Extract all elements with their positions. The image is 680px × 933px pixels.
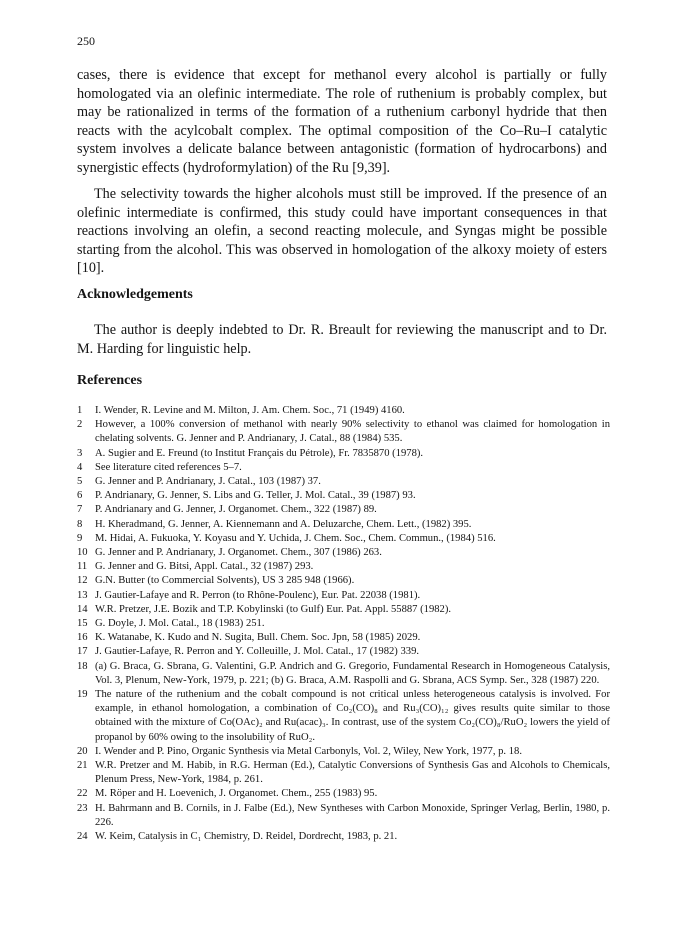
reference-item bbox=[77, 688, 610, 745]
reference-number: 17 bbox=[77, 646, 88, 658]
reference-number: 22 bbox=[77, 788, 88, 800]
reference-text: I. Wender and P. Pino, Organic Synthesis via Metal Carbonyls, Vol. 2, Wiley, New York, 1977, p. 18. bbox=[95, 745, 522, 757]
reference-text: M. Hidai, A. Fukuoka, Y. Koyasu and Y. Uchida, J. Chem. Soc., Chem. Commun., (1984) 516. bbox=[95, 532, 496, 544]
reference-text: M. Röper and H. Loevenich, J. Organomet. Chem., 255 (1983) 95. bbox=[95, 788, 378, 800]
reference-item bbox=[77, 546, 610, 560]
reference-text: G. Jenner and P. Andrianary, J. Organomet. Chem., 307 (1986) 263. bbox=[95, 547, 382, 559]
reference-number: 18 bbox=[77, 660, 88, 672]
reference-text: W.R. Pretzer and M. Habib, in R.G. Herman (Ed.), Catalytic Conversions of Synthesis Gas and Alcohols to Chemicals, Plenum Press, New-York, 1984, p. 261. bbox=[95, 760, 610, 786]
reference-number: 2 bbox=[77, 419, 83, 431]
reference-number: 8 bbox=[77, 518, 83, 530]
reference-number: 10 bbox=[77, 547, 88, 559]
reference-number: 9 bbox=[77, 532, 83, 544]
reference-item bbox=[77, 489, 610, 503]
reference-item bbox=[77, 660, 610, 688]
reference-text: K. Watanabe, K. Kudo and N. Sugita, Bull. Chem. Soc. Jpn, 58 (1985) 2029. bbox=[95, 632, 421, 644]
reference-text: See literature cited references 5–7. bbox=[95, 461, 242, 473]
acknowledgements-text-block bbox=[77, 321, 607, 358]
reference-item bbox=[77, 759, 610, 787]
reference-text: W.R. Pretzer, J.E. Bozik and T.P. Kobylinski (to Gulf) Eur. Pat. Appl. 55887 (1982). bbox=[95, 603, 452, 615]
reference-number: 13 bbox=[77, 589, 88, 601]
reference-text: P. Andrianary, G. Jenner, S. Libs and G. Teller, J. Mol. Catal., 39 (1987) 93. bbox=[95, 490, 416, 502]
reference-number: 21 bbox=[77, 760, 88, 772]
reference-item bbox=[77, 631, 610, 645]
body-paragraph-2 bbox=[77, 185, 607, 278]
reference-text: H. Kheradmand, G. Jenner, A. Kiennemann and A. Deluzarche, Chem. Lett., (1982) 395. bbox=[95, 518, 472, 530]
reference-number: 4 bbox=[77, 461, 83, 473]
reference-text: (a) G. Braca, G. Sbrana, G. Valentini, G.P. Andrich and G. Gregorio, Fundamental Research in Homogeneous Catalysis, Vol. 3, Plenum, New-York, 1979, p. 221; (b) G. Braca, A.M. Raspolli and G. Sbrana, ACS Symp. Ser., 328 (1987) 220. bbox=[95, 660, 610, 686]
reference-item bbox=[77, 830, 610, 844]
reference-number: 1 bbox=[77, 405, 83, 416]
reference-text: A. Sugier and E. Freund (to Institut Français du Pétrole), Fr. 7835870 (1978). bbox=[95, 447, 424, 459]
reference-text: J. Gautier-Lafaye, R. Perron and Y. Colleuille, J. Mol. Catal., 17 (1982) 339. bbox=[95, 646, 420, 658]
reference-number: 23 bbox=[77, 802, 88, 814]
reference-item bbox=[77, 461, 610, 475]
acknowledgements-text: The author is deeply indebted to Dr. R. Breault for reviewing the manuscript and to Dr. M. Harding for linguistic help. bbox=[77, 322, 607, 357]
paragraph-text: The selectivity towards the higher alcohols must still be improved. If the presence of an olefinic intermediate is confirmed, this study could have important consequences in that reactions involving an olefin, a second reacting molecule, and Syngas might be possible starting from the alcohol. This was observed in homologation of the alkoxy moiety of esters [10]. bbox=[77, 186, 607, 276]
reference-item bbox=[77, 787, 610, 801]
reference-text: J. Gautier-Lafaye and R. Perron (to Rhône-Poulenc), Eur. Pat. 22038 (1981). bbox=[95, 589, 421, 601]
reference-item bbox=[77, 589, 610, 603]
reference-text: G. Jenner and G. Bitsi, Appl. Catal., 32 (1987) 293. bbox=[95, 561, 314, 573]
reference-item bbox=[77, 603, 610, 617]
reference-item bbox=[77, 503, 610, 517]
reference-number: 6 bbox=[77, 490, 83, 502]
reference-text: I. Wender, R. Levine and M. Milton, J. Am. Chem. Soc., 71 (1949) 4160. bbox=[95, 405, 405, 416]
reference-text: H. Bahrmann and B. Cornils, in J. Falbe (Ed.), New Syntheses with Carbon Monoxide, Springer Verlag, Berlin, 1980, p. 226. bbox=[95, 802, 610, 828]
reference-text: G.N. Butter (to Commercial Solvents), US 3 285 948 (1966). bbox=[95, 575, 355, 587]
reference-item bbox=[77, 574, 610, 588]
reference-item bbox=[77, 560, 610, 574]
references-heading: References bbox=[77, 373, 143, 388]
reference-number: 14 bbox=[77, 603, 88, 615]
reference-number: 11 bbox=[77, 561, 88, 573]
reference-item bbox=[77, 802, 610, 830]
reference-item bbox=[77, 745, 610, 759]
reference-item bbox=[77, 645, 610, 659]
reference-text: W. Keim, Catalysis in C₁ Chemistry, D. Reidel, Dordrecht, 1983, p. 21. bbox=[95, 831, 398, 843]
reference-number: 20 bbox=[77, 745, 88, 757]
reference-item bbox=[77, 532, 610, 546]
reference-text: The nature of the ruthenium and the cobalt compound is not critical unless heterogeneous catalysis is involved. For example, in ethanol homologation, a combination of Co₂(CO)₈ and Ru₃(CO)₁₂ gives results quite similar to those obtained with the mixture of Co(OAc)₂ and Ru(acac)₃. In contrast, use of the system Co₂(CO)₈/RuO₂ lowers the yield of propanol by 60% owing to the insolubility of RuO₂. bbox=[95, 689, 610, 743]
reference-item bbox=[77, 475, 610, 489]
reference-number: 24 bbox=[77, 831, 88, 843]
reference-number: 12 bbox=[77, 575, 88, 587]
paragraph-text: cases, there is evidence that except for methanol every alcohol is partially or fully homologated via an olefinic intermediate. The role of ruthenium is probably complex, but may be rationalized in terms of the formation of a ruthenium carbonyl hydride that then reacts with the acylcobalt complex. The optimal composition of the Co–Ru–I catalytic system involves a delicate balance between antagonistic (formation of hydrocarbons) and synergistic effects (hydroformylation) of the Ru [9,39]. bbox=[77, 67, 607, 176]
reference-number: 19 bbox=[77, 689, 88, 701]
reference-item bbox=[77, 404, 610, 418]
page-number: 250 bbox=[77, 34, 95, 48]
reference-item bbox=[77, 617, 610, 631]
body-paragraph-1 bbox=[77, 66, 607, 177]
references-list bbox=[77, 404, 610, 844]
reference-text: G. Doyle, J. Mol. Catal., 18 (1983) 251. bbox=[95, 618, 265, 630]
reference-text: However, a 100% conversion of methanol with nearly 90% selectivity to ethanol was claimed for homologation in chelating solvents. G. Jenner and P. Andrianary, J. Catal., 88 (1984) 535. bbox=[95, 419, 610, 445]
reference-item bbox=[77, 447, 610, 461]
reference-number: 5 bbox=[77, 476, 83, 488]
reference-item bbox=[77, 518, 610, 532]
reference-number: 15 bbox=[77, 618, 88, 630]
reference-text: G. Jenner and P. Andrianary, J. Catal., 103 (1987) 37. bbox=[95, 476, 321, 488]
reference-text: P. Andrianary and G. Jenner, J. Organomet. Chem., 322 (1987) 89. bbox=[95, 504, 377, 516]
reference-number: 7 bbox=[77, 504, 83, 516]
reference-number: 3 bbox=[77, 447, 83, 459]
acknowledgements-heading: Acknowledgements bbox=[77, 287, 193, 302]
reference-item bbox=[77, 418, 610, 446]
reference-number: 16 bbox=[77, 632, 88, 644]
